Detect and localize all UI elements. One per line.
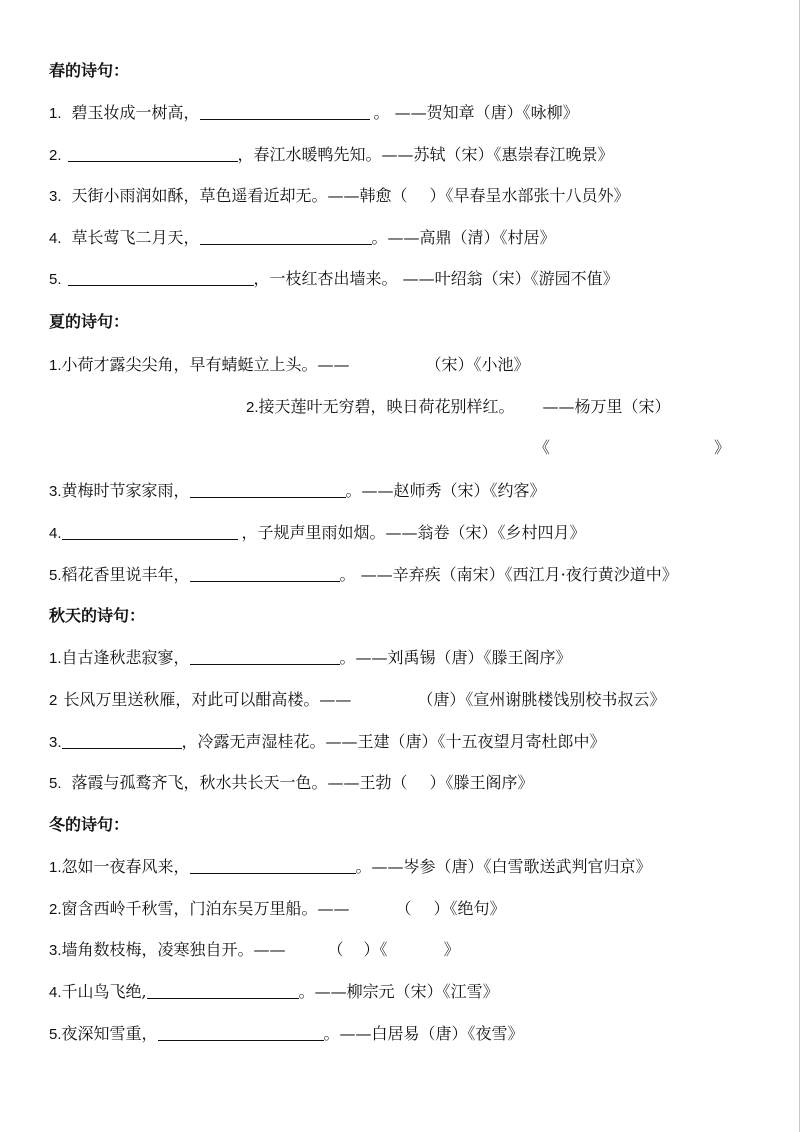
item-number: 3.: [49, 483, 62, 500]
answer-blank[interactable]: [158, 1024, 324, 1041]
summer-line-3: [49, 480, 546, 503]
poem-source: 。 ——辛弃疾（南宋）《西江月·夜行黄沙道中》: [339, 565, 678, 584]
poem-source: ，冷露无声湿桂花。——王建（唐）《十五夜望月寄杜郎中》: [181, 732, 606, 751]
spring-line-1: [49, 102, 579, 125]
answer-blank[interactable]: [62, 732, 182, 749]
bracket-open: （: [395, 899, 412, 918]
poem-text: 千山鸟飞绝,: [61, 982, 147, 1001]
section-heading-spring: 春的诗句：: [49, 61, 130, 80]
answer-blank[interactable]: [190, 648, 340, 665]
title-bracket-open: ）《: [363, 940, 388, 959]
poem-source: ，子规声里雨如烟。——翁卷（宋）《乡村四月》: [241, 523, 586, 542]
winter-line-5: [49, 1023, 524, 1046]
title-bracket-open: 《: [534, 438, 551, 457]
summer-line-2-title: [534, 437, 730, 459]
summer-line-5: [49, 564, 678, 587]
poem-text: 稻花香里说丰年，: [61, 565, 190, 584]
answer-blank[interactable]: [190, 857, 356, 874]
poem-source: ）《早春呈水部张十八员外》: [429, 186, 630, 205]
poem-source: （宋）《小池》: [425, 355, 530, 374]
poem-source: ，春江水暖鸭先知。——苏轼（宋）《惠崇春江晚景》: [237, 145, 614, 164]
autumn-line-5: [49, 772, 534, 795]
summer-line-1: [49, 354, 530, 377]
answer-blank[interactable]: [62, 523, 238, 540]
poem-text: 落霞与孤鹜齐飞，秋水共长天一色。——王勃（: [71, 773, 408, 792]
item-number: 2.: [49, 901, 62, 918]
poem-text: 黄梅时节家家雨，: [61, 481, 190, 500]
answer-blank[interactable]: [68, 269, 254, 286]
item-number: 2.: [246, 399, 259, 416]
poem-source: 。——高鼎（清）《村居》: [371, 228, 556, 247]
spring-line-4: [49, 227, 556, 250]
item-number: 4.: [49, 984, 62, 1001]
item-number: 3.: [49, 188, 62, 205]
answer-blank[interactable]: [200, 103, 370, 120]
spring-line-3: [49, 185, 630, 208]
poem-source: 。 ——贺知章（唐）《咏柳》: [373, 103, 579, 122]
item-number: 5.: [49, 567, 62, 584]
winter-line-2: [49, 898, 506, 921]
title-bracket-close: 》: [443, 940, 460, 959]
item-number: 1.: [49, 357, 62, 374]
item-number: 3.: [49, 942, 62, 959]
poem-text: 接天莲叶无穷碧，映日荷花别样红。: [258, 397, 515, 416]
item-number: 2: [49, 692, 58, 709]
item-number: 5.: [49, 775, 62, 792]
section-heading-autumn: 秋天的诗句：: [49, 606, 146, 625]
poem-source: ——杨万里（宋）: [542, 397, 671, 416]
section-heading-summer: 夏的诗句：: [49, 312, 130, 331]
poem-source: 。——白居易（唐）《夜雪》: [323, 1024, 524, 1043]
item-number: 2.: [49, 147, 62, 164]
item-number: 1.: [49, 859, 62, 876]
poem-text: 长风万里送秋雁，对此可以酣高楼。——: [63, 690, 352, 709]
answer-blank[interactable]: [68, 145, 238, 162]
poem-text: 小荷才露尖尖角，早有蜻蜓立上头。——: [61, 355, 350, 374]
autumn-line-1: [49, 647, 572, 670]
winter-line-3: [49, 939, 460, 962]
poem-source: ）《绝句》: [433, 899, 506, 918]
poem-text: 夜深知雪重，: [61, 1024, 158, 1043]
autumn-line-3: [49, 731, 606, 754]
poem-text: 草长莺飞二月天，: [71, 228, 200, 247]
section-heading-winter: 冬的诗句：: [49, 815, 130, 834]
item-number: 4.: [49, 525, 62, 542]
item-number: 5.: [49, 1026, 62, 1043]
summer-line-2: [246, 396, 671, 419]
poem-text: 忽如一夜春风来，: [61, 857, 190, 876]
summer-line-4: [49, 522, 586, 545]
title-bracket-close: 》: [714, 438, 731, 457]
item-number: 1.: [49, 105, 62, 122]
winter-line-1: [49, 856, 652, 879]
poem-source: ）《滕王阁序》: [429, 773, 534, 792]
answer-blank[interactable]: [200, 228, 372, 245]
poem-source: （唐）《宣州谢朓楼饯别校书叔云》: [417, 690, 666, 709]
poem-source: ，一枝红杏出墙来。 ——叶绍翁（宋）《游园不值》: [253, 269, 619, 288]
poem-source: 。——岑参（唐）《白雪歌送武判官归京》: [355, 857, 652, 876]
item-number: 5.: [49, 271, 62, 288]
poem-source: 。——柳宗元（宋）《江雪》: [298, 982, 499, 1001]
poem-text: 天街小雨润如酥，草色遥看近却无。——韩愈（: [71, 186, 408, 205]
answer-blank[interactable]: [190, 481, 346, 498]
spring-line-2: [49, 144, 614, 167]
autumn-line-2: [49, 689, 665, 712]
winter-line-4: [49, 981, 499, 1004]
poem-source: 。——刘禹锡（唐）《滕王阁序》: [339, 648, 572, 667]
item-number: 1.: [49, 650, 62, 667]
poem-text: 窗含西岭千秋雪，门泊东吴万里船。——: [61, 899, 350, 918]
poem-text: 墙角数枝梅，凌寒独自开。——: [61, 940, 286, 959]
spring-line-5: [49, 268, 619, 291]
bracket-open: （: [327, 940, 344, 959]
answer-blank[interactable]: [147, 982, 299, 999]
item-number: 4.: [49, 230, 62, 247]
item-number: 3.: [49, 734, 62, 751]
poem-text: 碧玉妆成一树高，: [71, 103, 200, 122]
answer-blank[interactable]: [190, 565, 340, 582]
poem-source: 。——赵师秀（宋）《约客》: [345, 481, 546, 500]
poem-text: 自古逢秋悲寂寥，: [61, 648, 190, 667]
